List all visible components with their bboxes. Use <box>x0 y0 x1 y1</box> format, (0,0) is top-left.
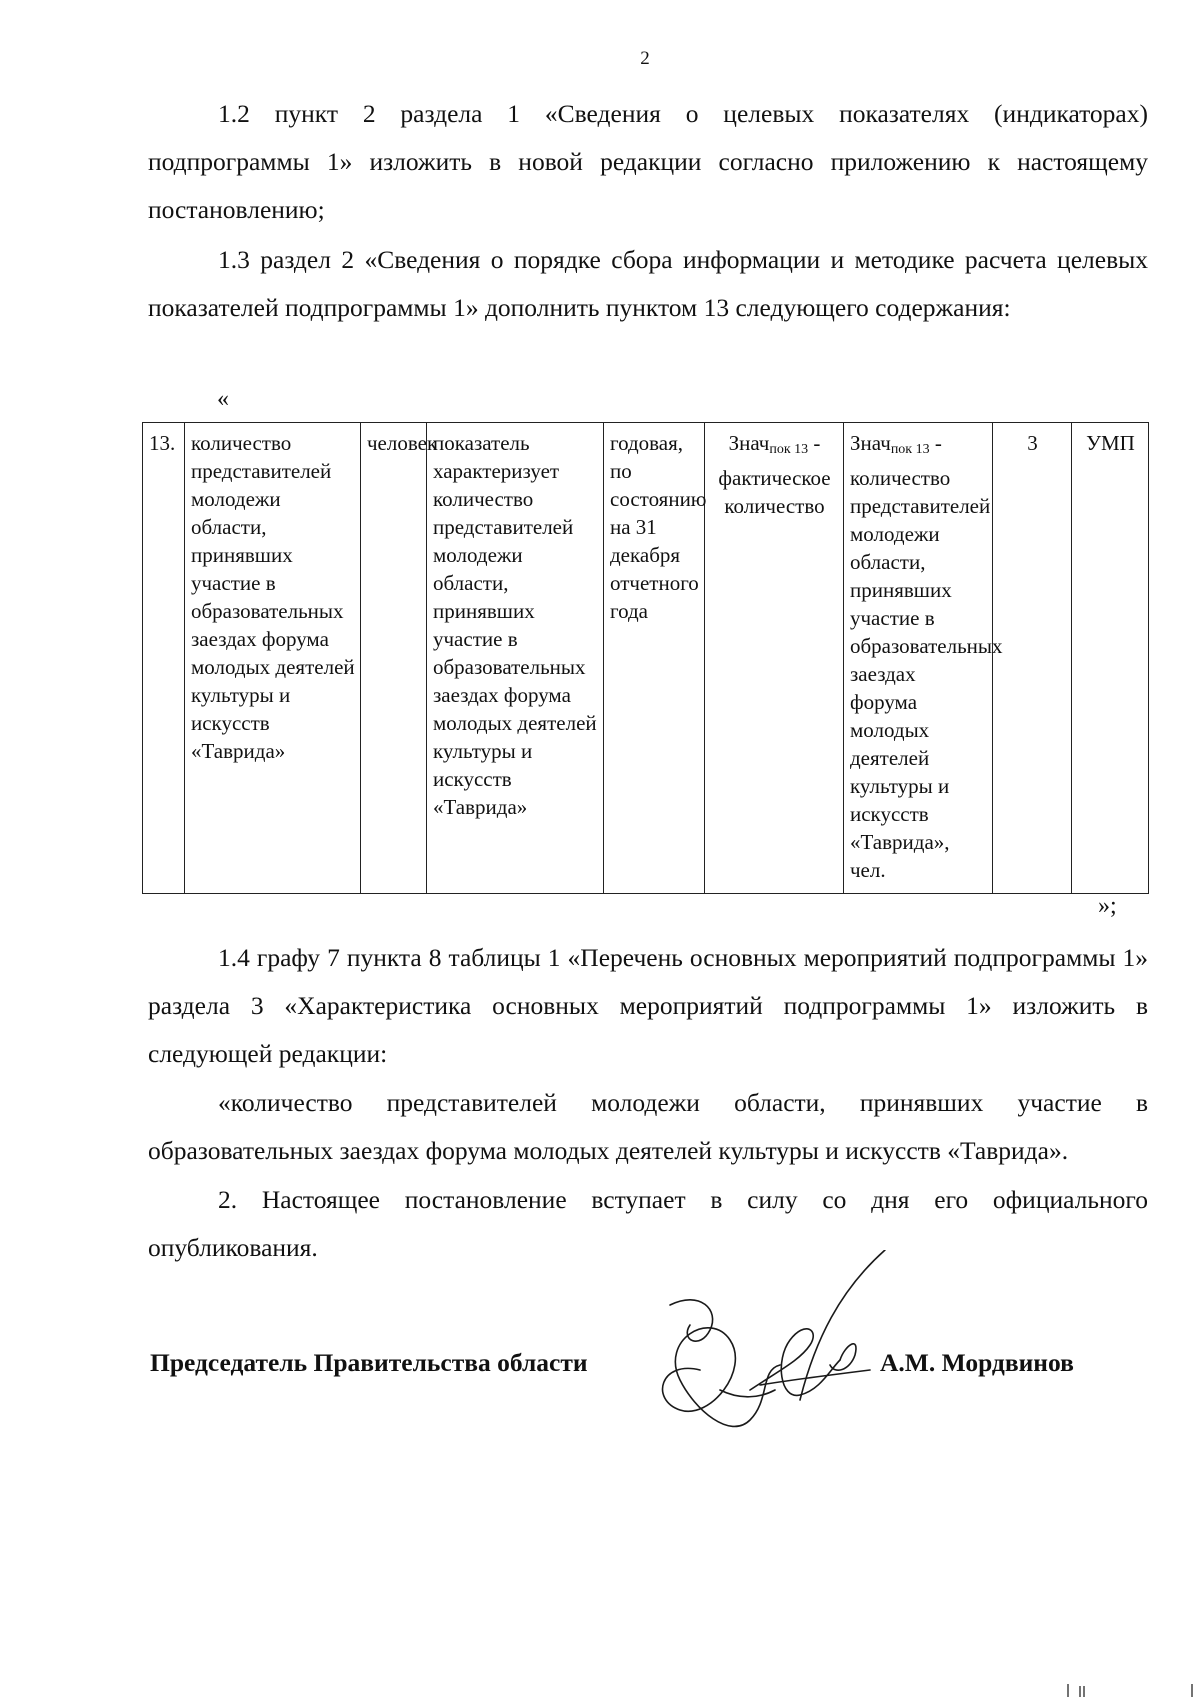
definition-label: Знач <box>850 431 891 455</box>
cell-definition <box>844 423 1003 894</box>
paragraph-2: 2. Настоящее постановление вступает в силу со дня его официального опубликования. <box>148 1185 1148 1262</box>
cell-number: 13. <box>143 423 185 894</box>
paragraph-1-4: 1.4 графу 7 пункта 8 таблицы 1 «Перечень основных мероприятий подпрограммы 1» раздела 3 «Характеристика основных мероприятий подпрограммы 1» изложить в следующей редакции: <box>148 943 1148 1068</box>
formula-label: Знач <box>728 431 770 455</box>
paragraph-1-3: 1.3 раздел 2 «Сведения о порядке сбора информации и методике расчета целевых показателей подпрограммы 1» дополнить пунктом 13 следующего содержания: <box>148 245 1148 322</box>
formula-suffix: - фактическое количество <box>718 431 831 518</box>
signatory-title: Председатель Правительства области <box>150 1348 588 1377</box>
handwritten-signature <box>640 1250 900 1460</box>
cell-responsible: УМП <box>1072 423 1149 894</box>
scan-marks <box>1060 1670 1200 1697</box>
cell-unit: человек <box>361 423 427 894</box>
table-row <box>143 423 1149 894</box>
cell-method: 3 <box>993 423 1072 894</box>
cell-indicator-name: количество представителей молодежи области, принявших участие в образовательных заездах форума молодых деятелей культуры и искусств «Таврида» <box>185 423 361 894</box>
formula-subscript: пок 13 <box>769 442 809 457</box>
cell-description: показатель характеризует количество представителей молодежи области, принявших участие в образовательных заездах форума молодых деятелей культуры и искусств «Таврида» <box>427 423 604 894</box>
closing-quote: »; <box>1098 893 1117 919</box>
cell-period: годовая, по состоянию на 31 декабря отчетного года <box>604 423 705 894</box>
page-number: 2 <box>640 48 650 69</box>
cell-formula <box>705 423 844 894</box>
definition-subscript: пок 13 <box>890 442 930 457</box>
paragraph-1-2: 1.2 пункт 2 раздела 1 «Сведения о целевых показателях (индикаторах) подпрограммы 1» изложить в новой редакции согласно приложению к настоящему постановлению; <box>148 99 1148 224</box>
indicator-table <box>142 422 1149 894</box>
definition-suffix: - количество представителей молодежи области, принявших участие в образовательных заездах форума молодых деятелей культуры и искусств «Таврида», чел. <box>850 431 1003 882</box>
paragraph-quoted-text: «количество представителей молодежи области, принявших участие в образовательных заездах форума молодых деятелей культуры и искусств «Таврида». <box>148 1088 1148 1165</box>
opening-quote: « <box>217 386 229 412</box>
signatory-name: А.М. Мордвинов <box>880 1348 1074 1377</box>
